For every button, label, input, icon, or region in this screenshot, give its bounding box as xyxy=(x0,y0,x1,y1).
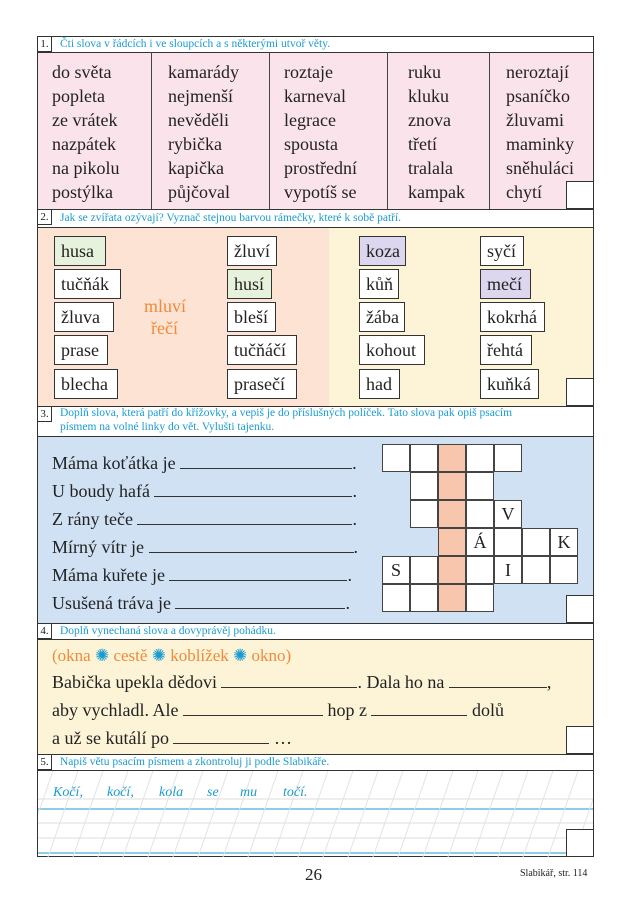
answer-line[interactable] xyxy=(221,672,357,688)
word: nejmenší xyxy=(168,86,233,106)
sentence-text: Mírný vítr je xyxy=(52,537,144,557)
sentence-row xyxy=(52,565,352,586)
sound-box[interactable]: husí xyxy=(227,269,272,299)
column-divider xyxy=(387,52,388,209)
answer-line[interactable] xyxy=(180,453,352,469)
period: . xyxy=(347,565,352,585)
story-text: hop z xyxy=(327,700,367,720)
column-divider xyxy=(269,52,270,209)
crossword-cell[interactable]: Á xyxy=(466,528,494,556)
story-line xyxy=(52,700,504,721)
story-text: , xyxy=(546,672,552,692)
crossword-cell[interactable]: K xyxy=(550,528,578,556)
word-column-5 xyxy=(506,60,574,204)
sentence-text: U boudy hafá xyxy=(52,481,150,501)
option-word: okno) xyxy=(251,646,292,665)
animal-box[interactable]: prase xyxy=(54,335,108,365)
story-line xyxy=(52,672,551,693)
word: ruku xyxy=(408,62,441,82)
sentence-row xyxy=(52,453,357,474)
word: vypotíš se xyxy=(284,182,357,202)
word-options xyxy=(52,646,291,666)
crossword-cell[interactable] xyxy=(466,500,494,528)
textbook-reference: Slabikář, str. 114 xyxy=(520,868,588,879)
word: spousta xyxy=(284,134,338,154)
crossword-cell[interactable] xyxy=(466,556,494,584)
star-icon: ✺ xyxy=(151,646,166,665)
crossword-cell[interactable] xyxy=(410,556,438,584)
page-number: 26 xyxy=(305,865,322,884)
center-label-speech: řečí xyxy=(151,318,178,338)
crossword-cell[interactable] xyxy=(382,584,410,612)
column-divider xyxy=(151,52,152,209)
handwritten-word: točí. xyxy=(283,785,308,800)
score-box[interactable] xyxy=(566,595,594,623)
score-box[interactable] xyxy=(566,829,594,857)
word: postýlka xyxy=(52,182,113,202)
score-box[interactable] xyxy=(566,378,594,406)
word: třetí xyxy=(408,134,437,154)
answer-line[interactable] xyxy=(175,593,345,609)
sound-box[interactable]: řehtá xyxy=(480,335,532,365)
word: legrace xyxy=(284,110,336,130)
sentence-row xyxy=(52,593,350,614)
exercise-4-instruction: Doplň vynechaná slova a dovyprávěj pohádku. xyxy=(60,625,276,637)
word: kluku xyxy=(408,86,450,106)
story-text: … xyxy=(273,728,292,748)
handwritten-word: se xyxy=(207,785,219,800)
story-text: . Dala ho na xyxy=(357,672,445,692)
center-label-speak: mluví xyxy=(144,296,187,316)
answer-line[interactable] xyxy=(137,509,352,525)
sound-box[interactable]: bleší xyxy=(227,302,276,332)
crossword-secret-cell[interactable] xyxy=(438,528,466,556)
word: žluvami xyxy=(506,110,564,130)
period: . xyxy=(352,481,357,501)
crossword-cell[interactable] xyxy=(382,444,410,472)
story-text: a už se kutálí po xyxy=(52,728,169,748)
handwriting-lines[interactable] xyxy=(38,771,593,857)
exercise-5-number: 5. xyxy=(38,755,52,770)
option-word: (okna xyxy=(52,646,91,665)
exercise-5-instruction: Napiš větu psacím písmem a zkontroluj ji podle Slabikáře. xyxy=(60,756,330,768)
option-word: koblížek xyxy=(170,646,229,665)
word: neroztají xyxy=(506,62,569,82)
score-box[interactable] xyxy=(566,181,594,209)
word: nevěděli xyxy=(168,110,229,130)
period: . xyxy=(353,537,358,557)
crossword-secret-cell[interactable] xyxy=(438,472,466,500)
word: půjčoval xyxy=(168,182,230,202)
animal-box[interactable]: tučňák xyxy=(54,269,121,299)
sound-box[interactable]: mečí xyxy=(480,269,531,299)
handwritten-word: mu xyxy=(240,785,258,800)
exercise-1-instruction: Čti slova v řádcích i ve sloupcích a s některými utvoř věty. xyxy=(60,38,331,50)
crossword-cell[interactable] xyxy=(550,556,578,584)
crossword-cell[interactable] xyxy=(410,472,438,500)
animal-box[interactable]: koza xyxy=(359,236,406,266)
answer-line[interactable] xyxy=(449,672,547,688)
star-icon: ✺ xyxy=(94,646,110,665)
crossword-cell[interactable]: S xyxy=(382,556,410,584)
word: znova xyxy=(408,110,451,130)
story-text: dolů xyxy=(471,700,504,720)
sound-box[interactable]: syčí xyxy=(480,236,524,266)
crossword-cell[interactable] xyxy=(466,584,494,612)
exercise-3-instruction-line-2: písmem na volné linky do vět. Vylušti tajenku. xyxy=(60,421,275,433)
handwritten-word: kola xyxy=(159,785,184,800)
word: psaníčko xyxy=(506,86,570,106)
exercise-4-number: 4. xyxy=(38,624,52,639)
word: sněhuláci xyxy=(506,158,574,178)
animal-box[interactable]: blecha xyxy=(54,369,118,399)
crossword-secret-cell[interactable] xyxy=(438,500,466,528)
sound-box[interactable]: prasečí xyxy=(227,369,297,399)
word: kampak xyxy=(408,182,465,202)
word: popleta xyxy=(52,86,105,106)
word: kamarády xyxy=(168,62,239,82)
answer-line[interactable] xyxy=(173,728,269,744)
crossword-cell[interactable] xyxy=(410,500,438,528)
story-line xyxy=(52,728,292,749)
animal-box[interactable]: kohout xyxy=(359,335,425,365)
crossword-secret-cell[interactable] xyxy=(438,444,466,472)
sentence-text: Usušená tráva je xyxy=(52,593,171,613)
sentence-row xyxy=(52,509,357,530)
word: tralala xyxy=(408,158,453,178)
crossword-cell[interactable] xyxy=(522,528,550,556)
handwritten-word: Kočí, xyxy=(53,785,83,800)
sentence-row xyxy=(52,481,357,502)
exercise-3-instruction-line-1: Doplň slova, která patří do křížovky, a vepiš je do příslušných políček. Tato slova pak opiš psacím xyxy=(60,407,513,419)
animal-box[interactable]: kůň xyxy=(359,269,399,299)
exercise-1-number: 1. xyxy=(38,37,52,52)
exercise-3-number: 3. xyxy=(38,407,52,422)
crossword-cell[interactable] xyxy=(522,556,550,584)
crossword-cell[interactable] xyxy=(494,444,522,472)
crossword-cell[interactable] xyxy=(410,444,438,472)
exercise-2-instruction: Jak se zvířata ozývají? Vyznač stejnou barvou rámečky, které k sobě patří. xyxy=(60,212,402,224)
crossword-cell[interactable] xyxy=(410,584,438,612)
sound-box[interactable]: kuňká xyxy=(480,369,539,399)
crossword-secret-cell[interactable] xyxy=(438,556,466,584)
period: . xyxy=(352,453,357,473)
sound-box[interactable]: tučňáčí xyxy=(227,335,297,365)
story-text: Babička upekla dědovi xyxy=(52,672,217,692)
sentence-text: Máma koťátka je xyxy=(52,453,176,473)
word: na pikolu xyxy=(52,158,120,178)
word: do světa xyxy=(52,62,112,82)
star-icon: ✺ xyxy=(233,646,248,665)
word: nazpátek xyxy=(52,134,116,154)
word: karneval xyxy=(284,86,346,106)
word: prostřední xyxy=(284,158,357,178)
animal-box[interactable]: husa xyxy=(54,236,106,266)
word: chytí xyxy=(506,182,542,202)
word-column-1 xyxy=(52,60,120,204)
animal-box[interactable]: žába xyxy=(359,302,405,332)
handwritten-word: kočí, xyxy=(107,785,134,800)
answer-line[interactable] xyxy=(183,700,323,716)
sound-box[interactable]: kokrhá xyxy=(480,302,545,332)
sound-box[interactable]: žluví xyxy=(227,236,277,266)
crossword-cell[interactable] xyxy=(494,528,522,556)
story-text: aby vychladl. Ale xyxy=(52,700,179,720)
animal-box[interactable]: žluva xyxy=(54,302,114,332)
crossword-secret-cell[interactable] xyxy=(438,584,466,612)
exercise-2-number: 2. xyxy=(38,210,52,225)
word: ze vrátek xyxy=(52,110,118,130)
column-divider xyxy=(489,52,490,209)
sentence-text: Z rány teče xyxy=(52,509,133,529)
crossword-cell[interactable]: I xyxy=(494,556,522,584)
sentence-text: Máma kuřete je xyxy=(52,565,165,585)
word: kapička xyxy=(168,158,224,178)
crossword-cell[interactable] xyxy=(466,472,494,500)
exercise-5 xyxy=(37,754,594,857)
crossword-cell[interactable] xyxy=(466,444,494,472)
option-word: cestě xyxy=(113,646,148,665)
animal-box[interactable]: had xyxy=(359,369,400,399)
period: . xyxy=(352,509,357,529)
word-column-3 xyxy=(284,60,357,204)
word-column-4 xyxy=(408,60,465,204)
crossword-cell[interactable]: V xyxy=(494,500,522,528)
score-box[interactable] xyxy=(566,726,594,754)
answer-line[interactable] xyxy=(371,700,467,716)
answer-line[interactable] xyxy=(169,565,347,581)
answer-line[interactable] xyxy=(149,537,354,553)
answer-line[interactable] xyxy=(154,481,352,497)
word-column-2 xyxy=(168,60,239,204)
word: rybička xyxy=(168,134,222,154)
word: roztaje xyxy=(284,62,333,82)
word: maminky xyxy=(506,134,574,154)
sentence-row xyxy=(52,537,358,558)
period: . xyxy=(345,593,350,613)
